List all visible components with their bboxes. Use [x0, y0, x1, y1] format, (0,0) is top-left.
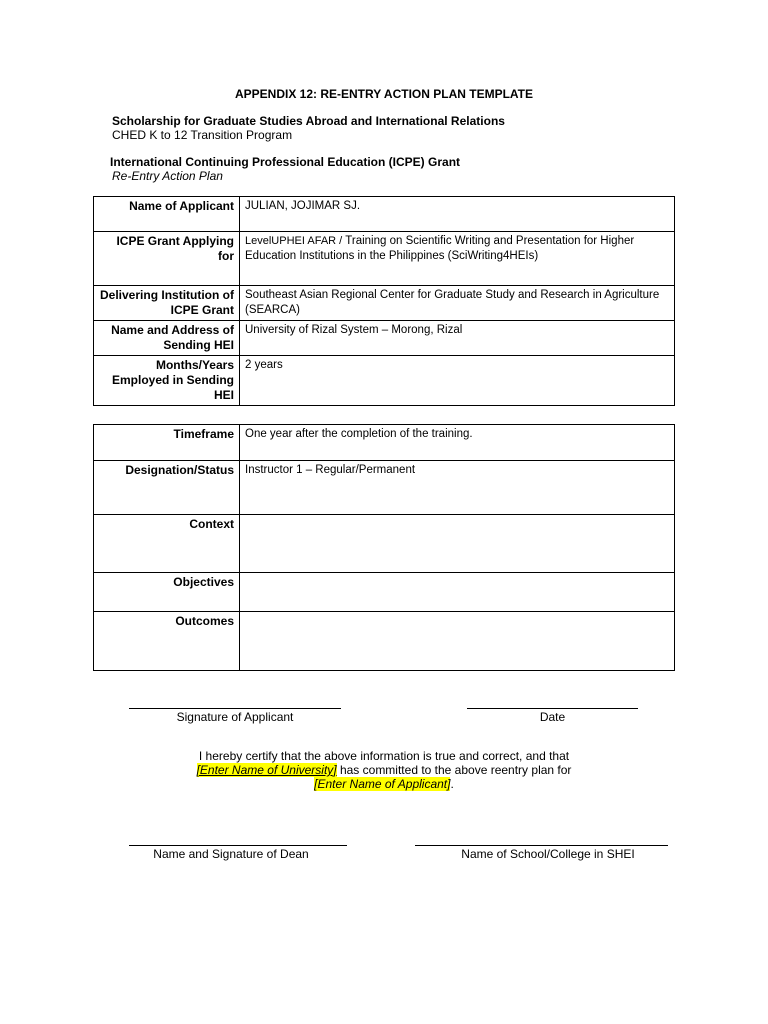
school-name-line[interactable] [415, 845, 668, 846]
school-name-caption: Name of School/College in SHEI [461, 847, 635, 861]
timeframe-label: Timeframe [94, 425, 240, 461]
document-title: APPENDIX 12: RE-ENTRY ACTION PLAN TEMPLATE [234, 87, 534, 101]
applicant-info-table [93, 196, 675, 406]
timeframe-value[interactable]: One year after the completion of the training. [240, 425, 675, 461]
table-row [94, 612, 675, 671]
icpe-grant-title: Training on Scientific Writing and Presentation for Higher Education Institutions in the Philippines (SciWriting4HEIs) [245, 235, 635, 262]
delivering-institution-value[interactable]: Southeast Asian Regional Center for Graduate Study and Research in Agriculture (SEARCA) [240, 286, 675, 321]
certification-line-2 [93, 763, 675, 777]
program-heading: Scholarship for Graduate Studies Abroad and International Relations [112, 114, 505, 128]
applicant-signature-line[interactable] [129, 708, 341, 709]
months-employed-value[interactable]: 2 years [240, 356, 675, 406]
delivering-institution-label: Delivering Institution of ICPE Grant [94, 286, 240, 321]
program-subheading: CHED K to 12 Transition Program [112, 128, 293, 142]
table-row [94, 356, 675, 406]
sending-hei-label: Name and Address of Sending HEI [94, 321, 240, 356]
context-label: Context [94, 515, 240, 573]
context-value[interactable] [240, 515, 675, 573]
action-plan-table [93, 424, 675, 671]
grant-heading: International Continuing Professional Education (ICPE) Grant [110, 155, 461, 169]
icpe-grant-label: ICPE Grant Applying for [94, 232, 240, 286]
icpe-grant-value[interactable] [240, 232, 675, 286]
designation-value[interactable]: Instructor 1 – Regular/Permanent [240, 461, 675, 515]
designation-label: Designation/Status [94, 461, 240, 515]
table-row [94, 286, 675, 321]
months-employed-label: Months/Years Employed in Sending HEI [94, 356, 240, 406]
certification-statement [93, 749, 675, 791]
date-line[interactable] [467, 708, 638, 709]
table-row [94, 573, 675, 612]
dean-signature-line[interactable] [129, 845, 347, 846]
icpe-grant-prefix: LevelUPHEI AFAR / [245, 235, 346, 247]
date-caption: Date [539, 710, 566, 724]
objectives-label: Objectives [94, 573, 240, 612]
table-row [94, 197, 675, 232]
dean-signature-caption: Name and Signature of Dean [153, 847, 309, 861]
applicant-name-placeholder[interactable]: [Enter Name of Applicant] [314, 777, 451, 791]
outcomes-value[interactable] [240, 612, 675, 671]
table-row [94, 515, 675, 573]
name-of-applicant-value[interactable]: JULIAN, JOJIMAR SJ. [240, 197, 675, 232]
table-row [94, 232, 675, 286]
name-of-applicant-label: Name of Applicant [94, 197, 240, 232]
table-row [94, 321, 675, 356]
certification-line-3-end: . [450, 777, 454, 791]
table-row [94, 425, 675, 461]
sending-hei-value[interactable]: University of Rizal System – Morong, Rizal [240, 321, 675, 356]
objectives-value[interactable] [240, 573, 675, 612]
certification-line-1: I hereby certify that the above information is true and correct, and that [198, 749, 570, 763]
applicant-signature-caption: Signature of Applicant [176, 710, 294, 724]
outcomes-label: Outcomes [94, 612, 240, 671]
grant-subheading: Re-Entry Action Plan [112, 169, 223, 183]
university-name-placeholder[interactable]: [Enter Name of University] [196, 763, 337, 777]
certification-line-3 [93, 777, 675, 791]
table-row [94, 461, 675, 515]
certification-line-2-text: has committed to the above reentry plan for [336, 763, 572, 777]
